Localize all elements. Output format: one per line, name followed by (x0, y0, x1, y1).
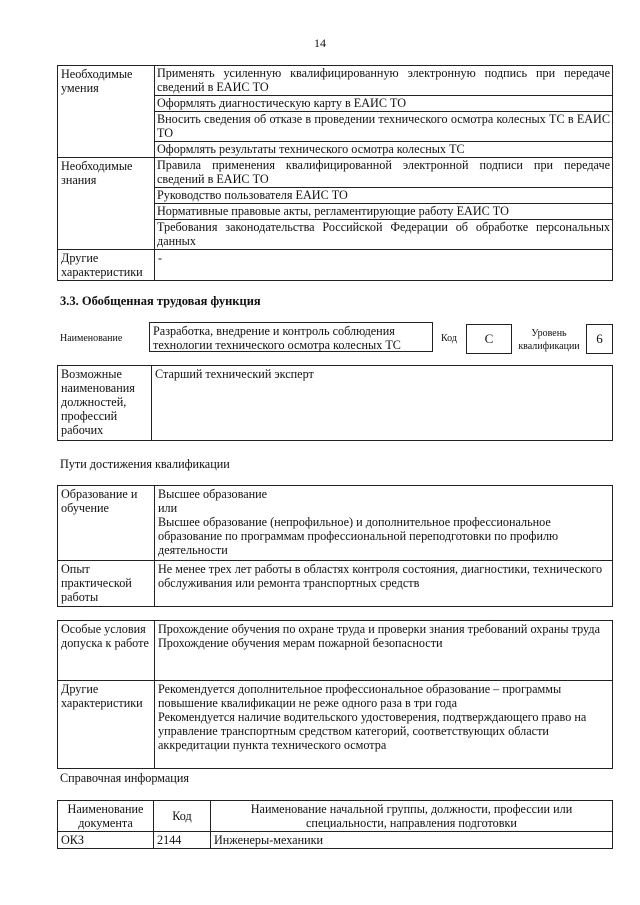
row-label: Необходимые умения (58, 66, 155, 158)
qualification-paths-title-text: Пути достижения квалификации (60, 457, 230, 471)
list-item: Вносить сведения об отказе в проведении технического осмотра колесных ТС в ЕАИС ТО (157, 112, 610, 140)
level-label (514, 327, 584, 353)
column-header: Наименование начальной группы, должности, профессии или специальности, направления подготовки (211, 801, 613, 832)
column-header: Код (154, 801, 211, 832)
section-heading-text: 3.3. Обобщенная трудовая функция (60, 294, 261, 308)
qualification-paths-title (60, 457, 230, 471)
section-heading (60, 294, 261, 308)
table-row (58, 621, 613, 681)
row-label: Другие характеристики (58, 250, 155, 281)
positions-table (57, 365, 613, 441)
row-label: Опыт практической работы (58, 561, 155, 607)
list-item: Оформлять результаты технического осмотра колесных ТС (157, 142, 465, 156)
function-name-text: Разработка, внедрение и контроль соблюдения технологии технического осмотра колесных ТС (153, 324, 401, 352)
list-item: Требования законодательства Российской Федерации об обработке персональных данных (157, 220, 610, 248)
name-label (60, 333, 122, 345)
row-label: Особые условия допуска к работе (58, 621, 155, 681)
text-line: Прохождение обучения по охране труда и проверки знания требований охраны труда (158, 622, 600, 636)
text-line: Рекомендуется дополнительное профессиональное образование – программы повышение квалификации не реже одного раза в три года (158, 682, 562, 710)
list-item: Правила применения квалифицированной электронной подписи при передаче сведений в ЕАИС ТО (157, 158, 610, 186)
row-items (155, 158, 613, 250)
table-row (58, 158, 613, 250)
text-line: Рекомендуется наличие водительского удостоверения, подтверждающего право на управление транспортным средством категорий, соответствующих области аккредитации пункта технического осмотра (158, 710, 587, 752)
level-label-text: Уровень квалификации (518, 328, 580, 352)
list-item: Руководство пользователя ЕАИС ТО (155, 188, 612, 204)
row-content (155, 621, 613, 681)
table-row (58, 66, 613, 158)
text-line: Высшее образование (непрофильное) и дополнительное профессиональное образование по программам профессиональной переподготовки по профилю деятельности (158, 515, 559, 557)
level-value: 6 (596, 331, 603, 346)
table-row (58, 486, 613, 561)
positions-label: Возможные наименования должностей, профессий рабочих (58, 366, 152, 441)
code-label-text: Код (441, 333, 457, 344)
row-content (155, 681, 613, 769)
reference-title (60, 771, 189, 785)
code-label (441, 333, 457, 345)
reference-table (57, 800, 613, 849)
text-line: Прохождение обучения мерам пожарной безопасности (158, 636, 443, 650)
table-cell: 2144 (154, 832, 211, 849)
row-content (155, 561, 613, 607)
positions-value: Старший технический эксперт (152, 366, 613, 441)
row-content (155, 486, 613, 561)
text-line: Высшее образование (158, 487, 268, 501)
page-number (0, 36, 640, 50)
text-line: или (158, 501, 178, 515)
list-item: Оформлять диагностическую карту в ЕАИС ТО (155, 96, 612, 112)
list-item: Применять усиленную квалифицированную электронную подпись при передаче сведений в ЕАИС ТО (157, 66, 610, 94)
function-name-box (149, 322, 433, 352)
table-header-row (58, 801, 613, 832)
row-items (155, 66, 613, 158)
table-cell: ОКЗ (58, 832, 154, 849)
page-number-text: 14 (314, 36, 326, 50)
name-label-text: Наименование (60, 333, 123, 344)
table-row (58, 681, 613, 769)
list-item: - (158, 251, 163, 265)
code-value: С (484, 331, 494, 346)
row-label: Образование и обучение (58, 486, 155, 561)
table-row (58, 250, 613, 281)
row-label: Необходимые знания (58, 158, 155, 250)
text-line: Не менее трех лет работы в областях контроля состояния, диагностики, технического обслуживания или ремонта транспортных средств (158, 562, 603, 590)
column-header: Наименование документа (58, 801, 154, 832)
row-label: Другие характеристики (58, 681, 155, 769)
skills-table (57, 65, 613, 281)
level-box (586, 324, 613, 354)
table-row (58, 366, 613, 441)
list-item: Нормативные правовые акты, регламентирующие работу ЕАИС ТО (155, 204, 612, 220)
education-table (57, 485, 613, 607)
table-row (58, 832, 613, 849)
table-cell: Инженеры-механики (211, 832, 613, 849)
reference-title-text: Справочная информация (60, 771, 189, 785)
code-box (466, 324, 512, 354)
conditions-table (57, 620, 613, 769)
row-items (155, 250, 613, 281)
table-row (58, 561, 613, 607)
